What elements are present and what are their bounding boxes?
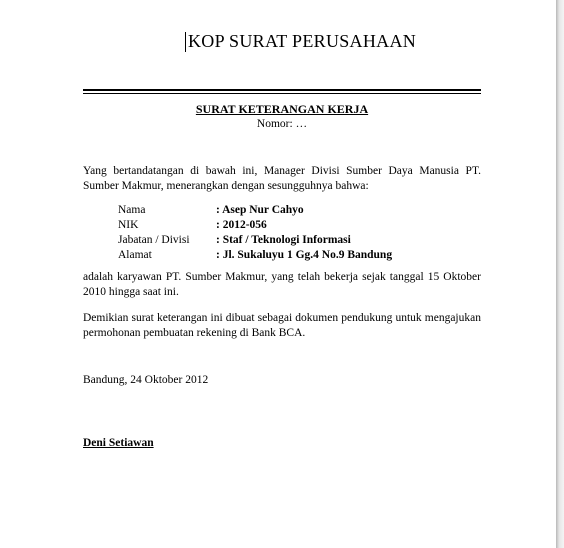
field-label: Alamat (118, 249, 152, 261)
text-cursor (185, 32, 186, 52)
opening-paragraph: Yang bertandatangan di bawah ini, Manager Divisi Sumber Daya Manusia PT. Sumber Makmur, menerangkan dengan sesungguhnya bahwa: (83, 165, 481, 192)
letter-title: SURAT KETERANGAN KERJA (195, 102, 369, 116)
signer-name: Deni Setiawan (83, 437, 154, 449)
field-label: Nama (118, 204, 146, 216)
purpose-paragraph: Demikian surat keterangan ini dibuat sebagai dokumen pendukung untuk mengajukan permohonan pembuatan rekening di Bank BCA. (83, 312, 481, 339)
field-value: : Jl. Sukaluyu 1 Gg.4 No.9 Bandung (216, 249, 393, 261)
letterhead-rule-thin (83, 93, 481, 94)
letterhead-rule-thick (83, 89, 481, 91)
field-value: : 2012-056 (216, 219, 267, 231)
field-label: NIK (118, 219, 139, 231)
page-edge-shadow (556, 0, 564, 548)
field-value: : Staf / Teknologi Informasi (216, 234, 351, 246)
place-date: Bandung, 24 Oktober 2012 (83, 374, 209, 386)
letter-number: Nomor: … (256, 118, 308, 130)
field-label: Jabatan / Divisi (118, 234, 190, 246)
statement-paragraph: adalah karyawan PT. Sumber Makmur, yang telah bekerja sejak tanggal 15 Oktober 2010 hingga saat ini. (83, 271, 481, 298)
letterhead: KOP SURAT PERUSAHAAN (188, 31, 417, 51)
field-value: : Asep Nur Cahyo (216, 204, 304, 216)
